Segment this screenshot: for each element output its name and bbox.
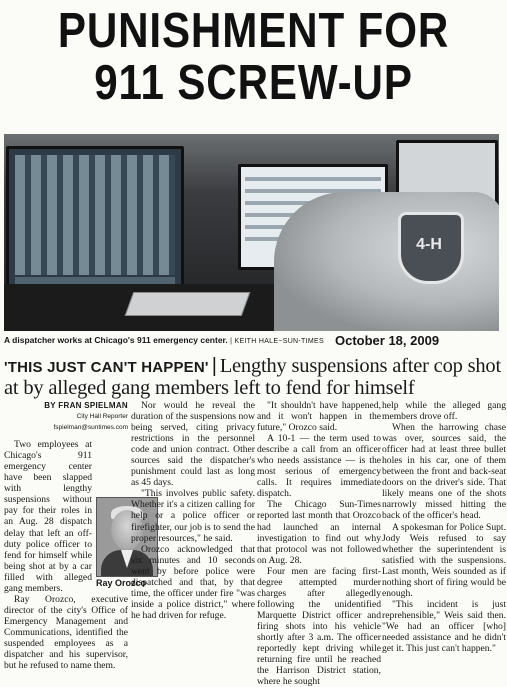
paragraph: help while the alleged gang members drove off.	[382, 400, 506, 423]
paragraph: Two employees at Chicago's 911 emergency center have been slapped with lengthy suspensions without pay for their roles in an Aug. 28 dispatch delay that left an off-duty police officer to fend for himself while being shot at by a car filled with alleged gang members.	[4, 439, 92, 594]
subheadline-text: Lengthy suspensions after cop shot at by alleged gang members left to fend for himself	[4, 355, 501, 399]
headline-line-1: PUNISHMENT FOR	[57, 4, 450, 58]
paragraph: "This incident is just reprehensible," Weis said then. "We had an officer [who] needed assistance and he didn't get it. This just can't happen."	[382, 598, 506, 655]
subheadline	[4, 356, 504, 399]
paragraph: Nor would he reveal the duration of the suspensions now being served, citing privacy restrictions in the personnel code and union contract. Other sources said the dispatcher's punishment could last as long as 45 days.	[131, 400, 255, 489]
article-column-3	[257, 400, 381, 687]
photo-caption: A dispatcher works at Chicago's 911 emergency center. | KEITH HALE~SUN-TIMES	[4, 335, 324, 345]
paragraph: Four men are facing first-degree attempted murder charges after allegedly following the unidentified Marquette District officer and firing shots into his vehicle shortly after 3 a.m. The officer reportedly kept driving while returning fire until he reached the Harrison District station, where he sought	[257, 565, 381, 687]
paragraph: "This involves public safety. Whether it's a citizen calling for help or a police officer or firefighter, our job is to send the proper resources," he said.	[131, 488, 255, 544]
photo-caption-text: A dispatcher works at Chicago's 911 emergency center.	[4, 335, 228, 345]
subheadline-separator: |	[211, 355, 217, 377]
article-column-4	[382, 400, 506, 654]
subheadline-kicker: 'THIS JUST CAN'T HAPPEN'	[4, 359, 209, 376]
shoulder-patch-text: 4-H	[416, 236, 442, 253]
dispatcher-figure	[274, 192, 499, 331]
paragraph: When the harrowing chase was over, sources said, the officer had at least three bullet holes in his car, one of them between the front and back-seat doors on the driver's side. That likely means one of the shots narrowly missed hitting the back of the officer's head.	[382, 422, 506, 522]
article-column-2	[131, 400, 255, 621]
byline-title: City Hall Reporter	[76, 413, 128, 421]
paragraph: A spokesman for Police Supt. Jody Weis refused to say whether the superintendent is satisfied with the suspensions. Last month, Weis sounded as if nothing short of firing would be enough.	[382, 521, 506, 599]
paragraph: Ray Orozco, executive director of the city's Office of Emergency Management and Communications, identified the suspended employees as a dispatcher and his supervisor, but he refused to name them.	[4, 593, 128, 672]
left-monitor	[6, 146, 184, 304]
paragraph: Orozco acknowledged that six minutes and 10 seconds went by before police were dispatched and that, by that time, the officer under fire "was inside a police district," where he had driven for refuge.	[131, 543, 255, 621]
paragraph: The Chicago Sun-Times reported last month that Orozco had launched an internal investigation to find out why that protocol was not followed on Aug. 28.	[257, 499, 381, 566]
headline-line-2: 911 SCREW-UP	[94, 56, 413, 110]
paragraph: "It shouldn't have happened, and it won't happen in the future," Orozco said.	[257, 400, 381, 434]
byline-email: fspielman@suntimes.com	[53, 424, 128, 432]
byline: BY FRAN SPIELMAN	[44, 401, 128, 410]
paragraph: A 10-1 — the term used to describe a call from an officer who needs assistance — is the most serious of emergency calls. It requires immediate dispatch.	[257, 433, 381, 500]
publication-date: October 18, 2009	[335, 333, 440, 348]
photo-credit: KEITH HALE~SUN-TIMES	[234, 338, 324, 345]
mugshot-caption: Ray Orozco	[96, 578, 147, 588]
keyboard	[125, 292, 251, 316]
